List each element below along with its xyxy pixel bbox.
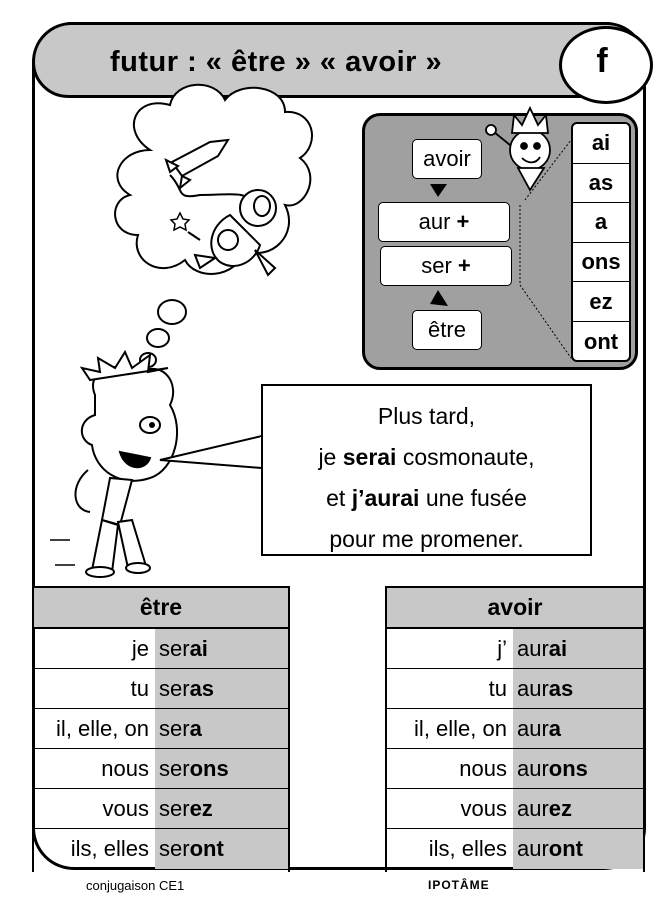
table-row: tu aur as (387, 669, 643, 709)
etre-box: être (412, 310, 482, 350)
ending-a: a (573, 203, 629, 243)
arrow-down-icon (430, 184, 447, 197)
badge-letter: f (596, 41, 608, 80)
table-row: il, elle, on aur a (387, 709, 643, 749)
speech-line-2: je serai cosmonaute, (318, 444, 535, 470)
avoir-table-header: avoir (387, 586, 643, 629)
table-row: je ser ai (34, 629, 288, 669)
ending-ont: ont (583, 328, 619, 354)
arrow-up-icon (430, 290, 448, 306)
table-row: vous ser ez (34, 789, 288, 829)
king-mascot-icon (486, 108, 550, 190)
speech-bubble (261, 384, 592, 556)
page-title: futur : « être » « avoir » (110, 46, 443, 78)
table-row: vous aur ez (387, 789, 643, 829)
ending-ez: ez (573, 282, 629, 322)
avoir-conjugation-table (385, 586, 645, 872)
table-row: ils, elles aur ont (387, 829, 643, 869)
etre-conjugation-table (32, 586, 290, 872)
aur-stem-box: aur + (378, 202, 510, 242)
speech-line-4: pour me promener. (329, 526, 524, 552)
footer-brand: IPOTÂME (428, 878, 490, 892)
ending-ons: ons (573, 243, 629, 283)
ending-ai: ai (573, 124, 629, 164)
table-row: nous ser ons (34, 749, 288, 789)
avoir-box: avoir (412, 139, 482, 179)
ending-as: as (573, 164, 629, 204)
etre-table-header: être (34, 586, 288, 629)
table-row: nous aur ons (387, 749, 643, 789)
table-row: tu ser as (34, 669, 288, 709)
speech-line-1: Plus tard, (377, 403, 476, 429)
table-row: ils, elles ser ont (34, 829, 288, 869)
table-row: il, elle, on ser a (34, 709, 288, 749)
table-row: j’ aur ai (387, 629, 643, 669)
footer-subject: conjugaison CE1 (86, 878, 185, 893)
endings-column (571, 122, 631, 362)
speech-line-3: et j’aurai une fusée (326, 485, 527, 511)
ser-stem-box: ser + (380, 246, 512, 286)
